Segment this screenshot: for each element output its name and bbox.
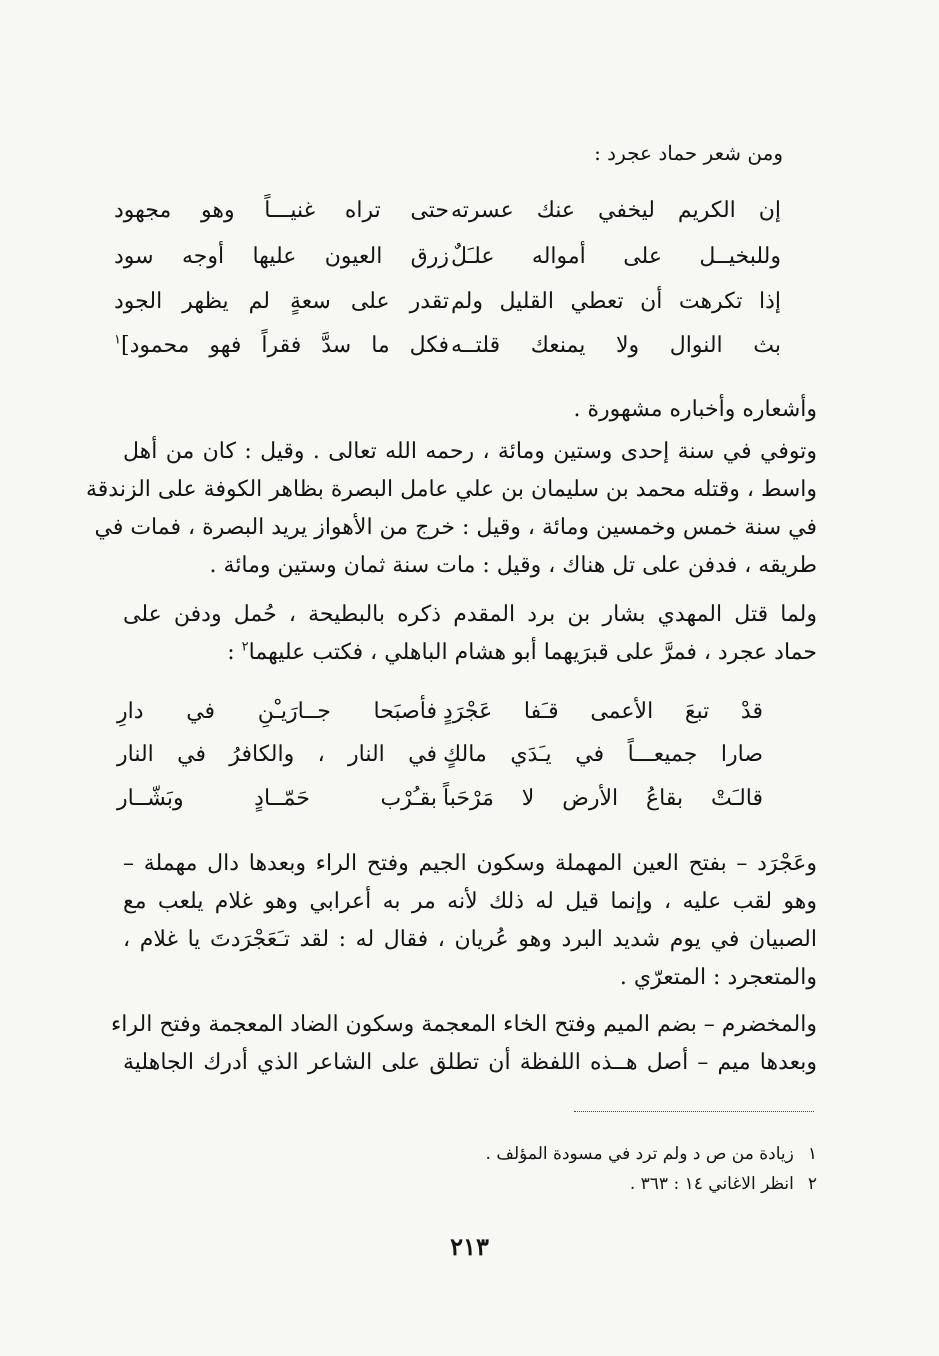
footnote-1 <box>486 1142 817 1166</box>
paragraph-line: وتوفي في سنة إحدى وستين ومائة ، رحمه الله تعالى . وقيل : كان من أهل <box>123 439 817 464</box>
paragraph-text: حماد عجرد ، فمرَّ على قبرَيهما أبو هشام الباهلي ، فكتب عليهما <box>248 640 817 665</box>
paragraph-line: وبعدها ميم – أصل هــذه اللفظة أن تطلق على الشاعر الذي أدرك الجاهلية <box>123 1050 817 1075</box>
verse-1-first-hemistich: إن الكريم ليخفي عنك عسرته <box>451 198 781 223</box>
paragraph-line: والمخضرم – بضم الميم وفتح الخاء المعجمة وسكون الضاد المعجمة وفتح الراء <box>110 1012 817 1037</box>
paragraph-line: واسط ، وقتله محمد بن سليمان بن علي عامل البصرة بظاهر الكوفة على الزندقة <box>85 477 817 502</box>
verse-3-second-hemistich: بقـُرْب حَمّــادٍ وبَشّــار <box>117 786 437 811</box>
verse-2-first-hemistich: صارا جميعـــاً في يـَدَي مالكٍ <box>443 742 763 767</box>
paragraph-line: طريقه ، فدفن على تل هناك ، وقيل : مات سنة ثمان وستين ومائة . <box>209 553 817 578</box>
footnote-divider <box>574 1111 814 1112</box>
verse-1-second-hemistich: حتى تراه غنيـــاً وهو مجهود <box>114 198 449 223</box>
paragraph-line: وعَجْرَد – بفتح العين المهملة وسكون الجيم وفتح الراء وبعدها دال مهملة – <box>123 851 817 876</box>
verse-2-second-hemistich: في النار ، والكافرُ في النار <box>117 742 437 767</box>
verse-1-first-hemistich: قدْ تبعَ الأعمى قـَفا عَجْرَدٍ <box>443 699 763 724</box>
verse-1-second-hemistich: فأصبَحا جــارَيـْنِ في دارِ <box>117 699 437 724</box>
paragraph-line: ولما قتل المهدي بشار بن برد المقدم ذكره بالبطيحة ، حُمل ودفن على <box>123 602 817 627</box>
paragraph-line: في سنة خمس وخمسين ومائة ، وقيل : خرج من الأهواز يريد البصرة ، فمات في <box>94 515 817 540</box>
footnote-2 <box>630 1172 817 1196</box>
verse-2-second-hemistich: زرق العيون عليها أوجه سود <box>114 244 449 269</box>
verse-2-first-hemistich: وللبخيــل على أمواله علـَلٌ <box>451 244 781 269</box>
paragraph-line: وهو لقب عليه ، وإنما قيل له ذلك لأنه مر به أعرابي وهو غلام يلعب مع <box>123 889 817 914</box>
footnote-number: ٢ <box>807 1174 817 1194</box>
paragraph-line <box>123 638 817 668</box>
footnote-text: زيادة من ص د ولم ترد في مسودة المؤلف . <box>485 1144 794 1164</box>
footnote-ref-2: ٢ <box>241 639 249 655</box>
paragraph-line: الصبيان في يوم شديد البرد وهو عُريان ، فقال له : لقد تـَعَجْرَدتَ يا غلام ، <box>123 927 817 952</box>
verse-4-first-hemistich: بث النوال ولا يمنعك قلتــه <box>451 333 781 358</box>
page-number: ٢١٣ <box>450 1232 489 1261</box>
paragraph-line: والمتعجرد : المتعرّي . <box>619 965 817 990</box>
verse-4-second-text: فكل ما سدَّ فقراً فهو محمود] <box>120 333 449 358</box>
colon-mark: : <box>227 640 235 665</box>
poem-intro: ومن شعر حماد عجرد : <box>594 141 783 165</box>
footnote-ref-1: ١ <box>114 332 121 348</box>
verse-4-second-hemistich <box>114 331 449 361</box>
verse-3-second-hemistich: تقدر على سعةٍ لم يظهر الجود <box>114 289 449 314</box>
footnote-number: ١ <box>807 1144 817 1164</box>
paragraph-line: وأشعاره وأخباره مشهورة . <box>573 397 817 422</box>
verse-3-first-hemistich: قالـَتْ بقاعُ الأرض لا مَرْحَباً <box>443 786 763 811</box>
footnote-text: انظر الاغاني ١٤ : ٣٦٣ . <box>629 1174 794 1194</box>
verse-3-first-hemistich: إذا تكرهت أن تعطي القليل ولم <box>451 289 781 314</box>
